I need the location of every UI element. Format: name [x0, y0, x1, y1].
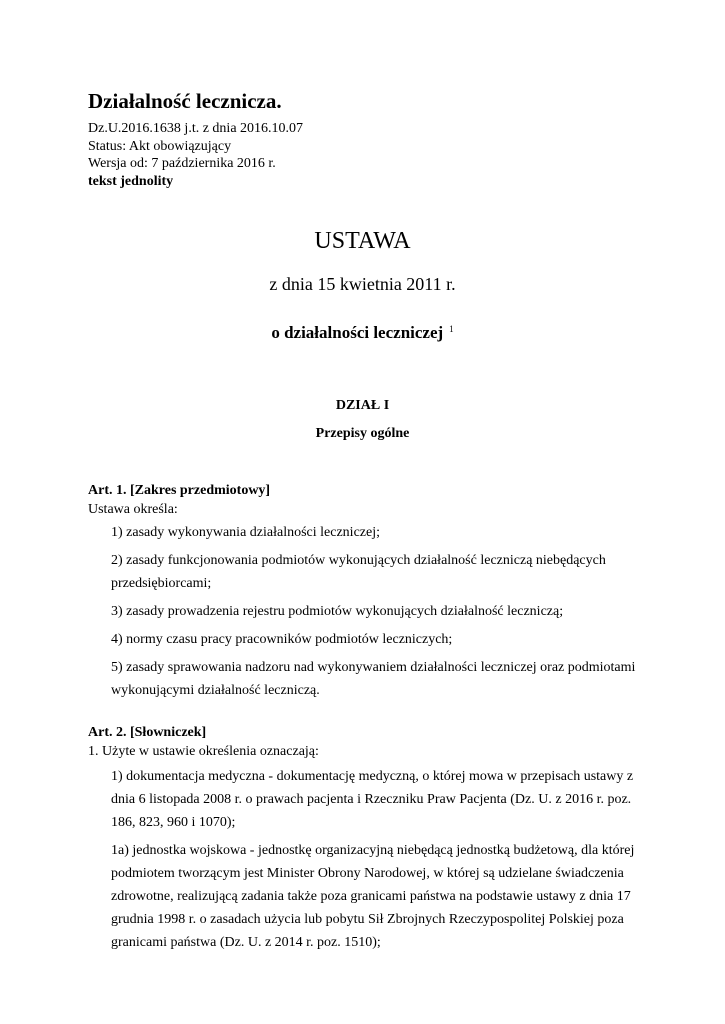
list-item: 2) zasady funkcjonowania podmiotów wykonujących działalność leczniczą niebędących przedsiębiorcami; — [111, 553, 606, 591]
document-title: Działalność lecznicza. — [88, 89, 282, 113]
footnote-marker[interactable]: 1 — [449, 324, 454, 334]
list-item: 1) dokumentacja medyczna - dokumentację medyczną, o której mowa w przepisach ustawy z dnia 6 listopada 2008 r. o prawach pacjenta i Rzeczniku Praw Pacjenta (Dz. U. z 2016 r. poz. 186, 823, 960 i 1070); — [111, 769, 634, 830]
act-date: z dnia 15 kwietnia 2011 r. — [269, 274, 456, 294]
consolidated-text-label: tekst jednolity — [88, 173, 174, 189]
article-2-header — [88, 723, 648, 761]
list-item: 3) zasady prowadzenia rejestru podmiotów wykonujących działalność leczniczą; — [111, 604, 564, 619]
list-item: 1a) jednostka wojskowa - jednostkę organizacyjną niebędącą jednostką budżetową, dla której podmiotem tworzącym jest Minister Obrony Narodowej, w której są udzielane świadczenia zdrowotne, realizującą zadania także poza granicami państwa na podstawie ustawy z dnia 17 grudnia 1998 r. o zasadach użycia lub pobytu Sił Zbrojnych Rzeczypospolitej Polskiej poza granicami państwa (Dz. U. z 2014 r. poz. 1510); — [111, 843, 635, 950]
act-name-text: o działalności leczniczej — [271, 323, 444, 342]
status-line: Status: Akt obowiązujący — [88, 138, 232, 154]
article-1-header — [88, 481, 648, 519]
article-2-intro: 1. Użyte w ustawie określenia oznaczają: — [88, 744, 319, 759]
article-2-list — [111, 765, 656, 955]
list-item: 5) zasady sprawowania nadzoru nad wykonywaniem działalności leczniczej oraz podmiotami wykonującymi działalność leczniczą. — [111, 660, 636, 698]
division-number: DZIAŁ I — [335, 398, 390, 413]
article-2-heading: Art. 2. [Słowniczek] — [88, 725, 207, 740]
document-metadata — [88, 120, 303, 190]
list-item: 1) zasady wykonywania działalności leczniczej; — [111, 525, 380, 540]
article-1-intro: Ustawa określa: — [88, 502, 178, 517]
division-title: Przepisy ogólne — [315, 426, 410, 441]
list-item: 4) normy czasu pracy pracowników podmiotów leczniczych; — [111, 632, 453, 647]
article-1-list — [111, 521, 656, 703]
journal-reference: Dz.U.2016.1638 j.t. z dnia 2016.10.07 — [88, 121, 304, 136]
act-type-heading: USTAWA — [314, 228, 411, 254]
act-name — [0, 318, 725, 344]
version-line: Wersja od: 7 października 2016 r. — [88, 156, 276, 171]
article-1-heading: Art. 1. [Zakres przedmiotowy] — [88, 483, 271, 498]
